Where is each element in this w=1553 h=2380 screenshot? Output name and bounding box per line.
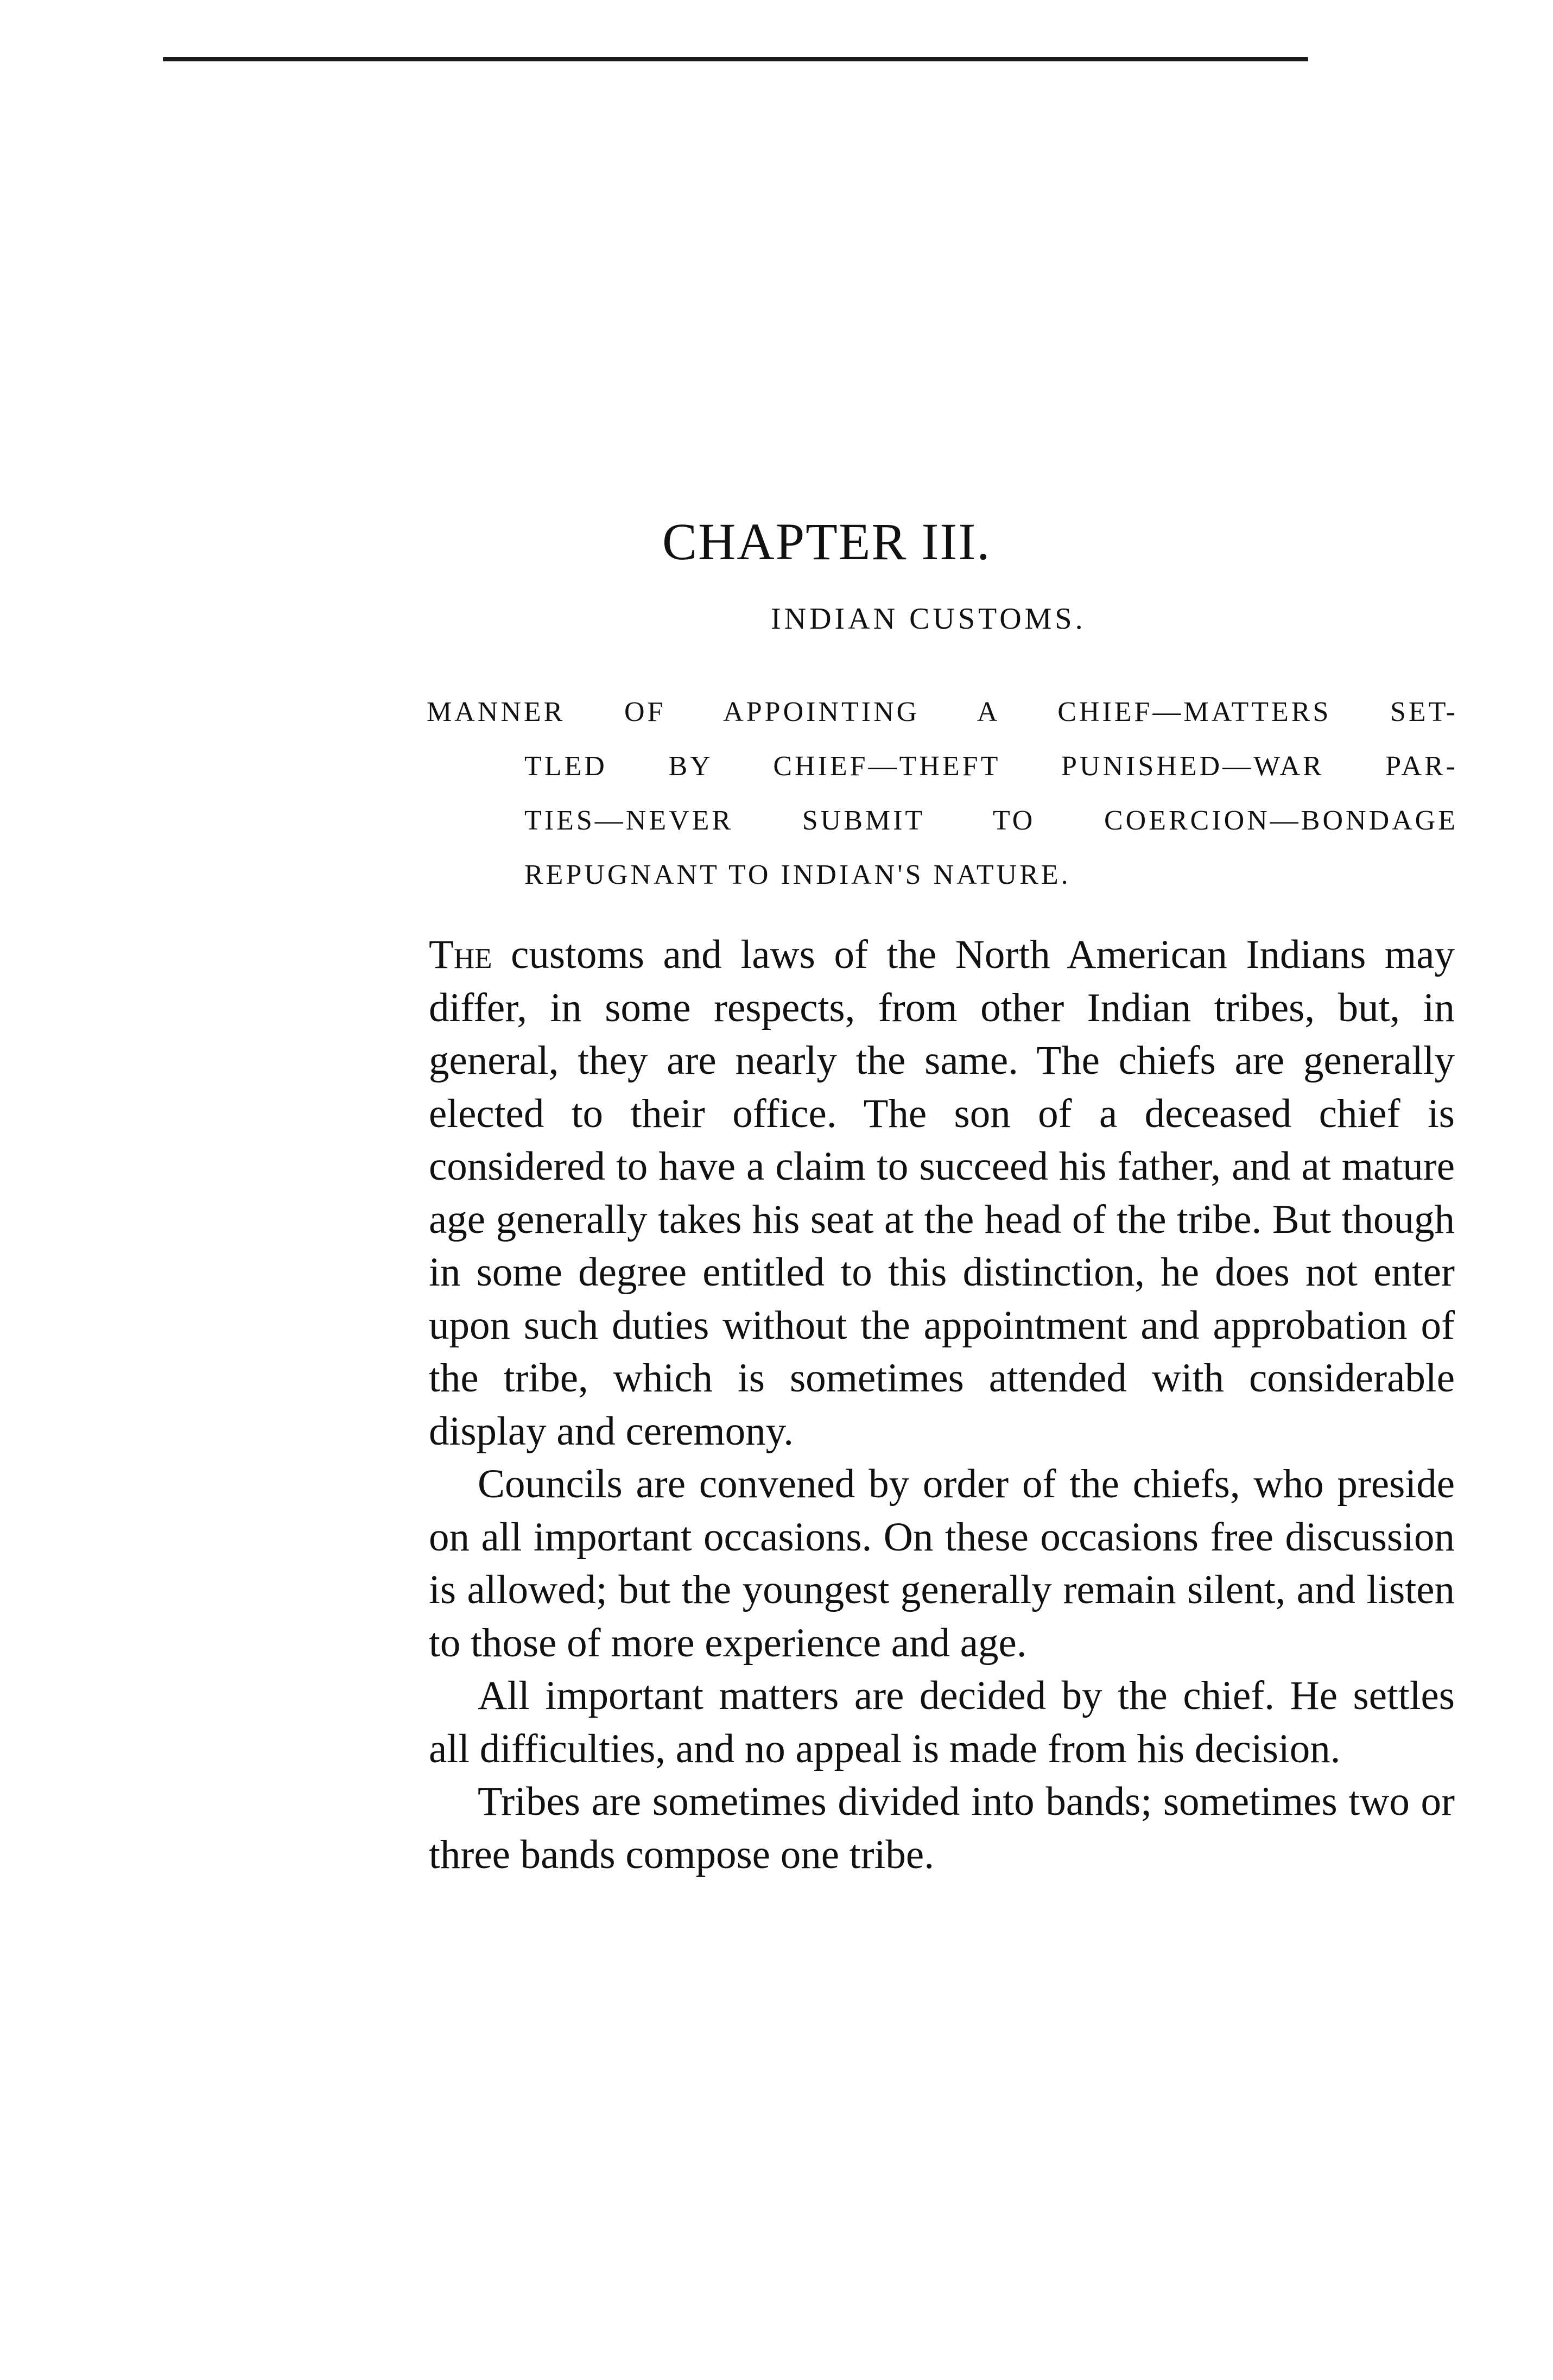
synopsis-line: TIES—NEVER SUBMIT TO COERCION—BONDAGE — [524, 805, 1458, 836]
synopsis-line: MANNER OF APPOINTING A CHIEF—MATTERS SET- — [427, 697, 1458, 727]
paragraph — [429, 1458, 1455, 1669]
paragraph — [429, 928, 1455, 1458]
chapter-title: CHAPTER III. — [662, 512, 991, 571]
paragraph-text: customs and laws of the North American Indians may differ, in some respects, from other Indian tribes, but, in general, they are nearly the same. The chiefs are generally elected to their office. The son of a deceased chief is considered to have a claim to succeed his father, and at mature age generally takes his seat at the head of the tribe. But though in some degree entitled to this distinction, he does not enter upon such duties without the appointment and approbation of the tribe, which is sometimes attended with considerable display and ceremony. — [429, 932, 1455, 1454]
paragraph-text: Tribes are sometimes divided into bands; sometimes two or three bands compose one tribe. — [429, 1779, 1455, 1877]
chapter-body — [429, 928, 1455, 1881]
paragraph-text: Councils are convened by order of the chiefs, who preside on all important occasions. On these occasions free discussion is allowed; but the youngest generally remain silent, and listen to those of more experience and age. — [429, 1461, 1455, 1666]
chapter-synopsis — [427, 685, 1458, 902]
synopsis-line: TLED BY CHIEF—THEFT PUNISHED—WAR PAR- — [524, 751, 1458, 782]
top-rule — [163, 57, 1308, 61]
paragraph — [429, 1669, 1455, 1775]
paragraph-text: All important matters are decided by the chief. He settles all difficulties, and no appeal is made from his decision. — [429, 1673, 1455, 1771]
synopsis-line: REPUGNANT TO INDIAN'S NATURE. — [524, 859, 1071, 890]
paragraph-lead-word: The — [429, 932, 492, 977]
paragraph — [429, 1775, 1455, 1881]
chapter-subtitle: INDIAN CUSTOMS. — [771, 602, 1086, 636]
